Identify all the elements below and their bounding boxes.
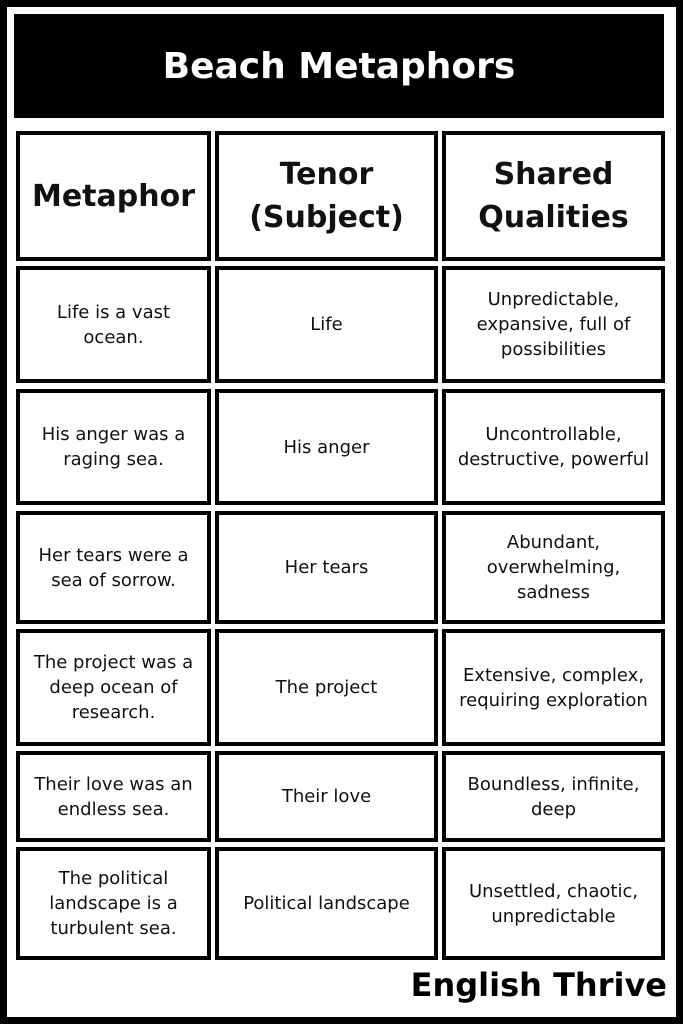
page-title: Beach Metaphors [14, 14, 664, 118]
cell-qualities: Extensive, complex, requiring exploration [442, 629, 665, 746]
header-cell-metaphor: Metaphor [16, 131, 211, 261]
brand-footer: English Thrive [410, 966, 667, 1004]
header-cell-qualities: Shared Qualities [442, 131, 665, 261]
cell-qualities: Unpredictable, expansive, full of possibilities [442, 266, 665, 383]
cell-qualities: Uncontrollable, destructive, powerful [442, 389, 665, 505]
cell-tenor: Her tears [215, 511, 438, 624]
cell-tenor: His anger [215, 389, 438, 505]
cell-metaphor: Life is a vast ocean. [16, 266, 211, 383]
cell-metaphor: His anger was a raging sea. [16, 389, 211, 505]
cell-metaphor: The project was a deep ocean of research. [16, 629, 211, 746]
cell-tenor: Their love [215, 751, 438, 842]
header-cell-tenor: Tenor (Subject) [215, 131, 438, 261]
cell-metaphor: Their love was an endless sea. [16, 751, 211, 842]
cell-metaphor: The political landscape is a turbulent sea. [16, 847, 211, 960]
cell-qualities: Unsettled, chaotic, unpredictable [442, 847, 665, 960]
cell-tenor: Life [215, 266, 438, 383]
cell-qualities: Abundant, overwhelming, sadness [442, 511, 665, 624]
cell-metaphor: Her tears were a sea of sorrow. [16, 511, 211, 624]
cell-tenor: Political landscape [215, 847, 438, 960]
cell-tenor: The project [215, 629, 438, 746]
cell-qualities: Boundless, infinite, deep [442, 751, 665, 842]
